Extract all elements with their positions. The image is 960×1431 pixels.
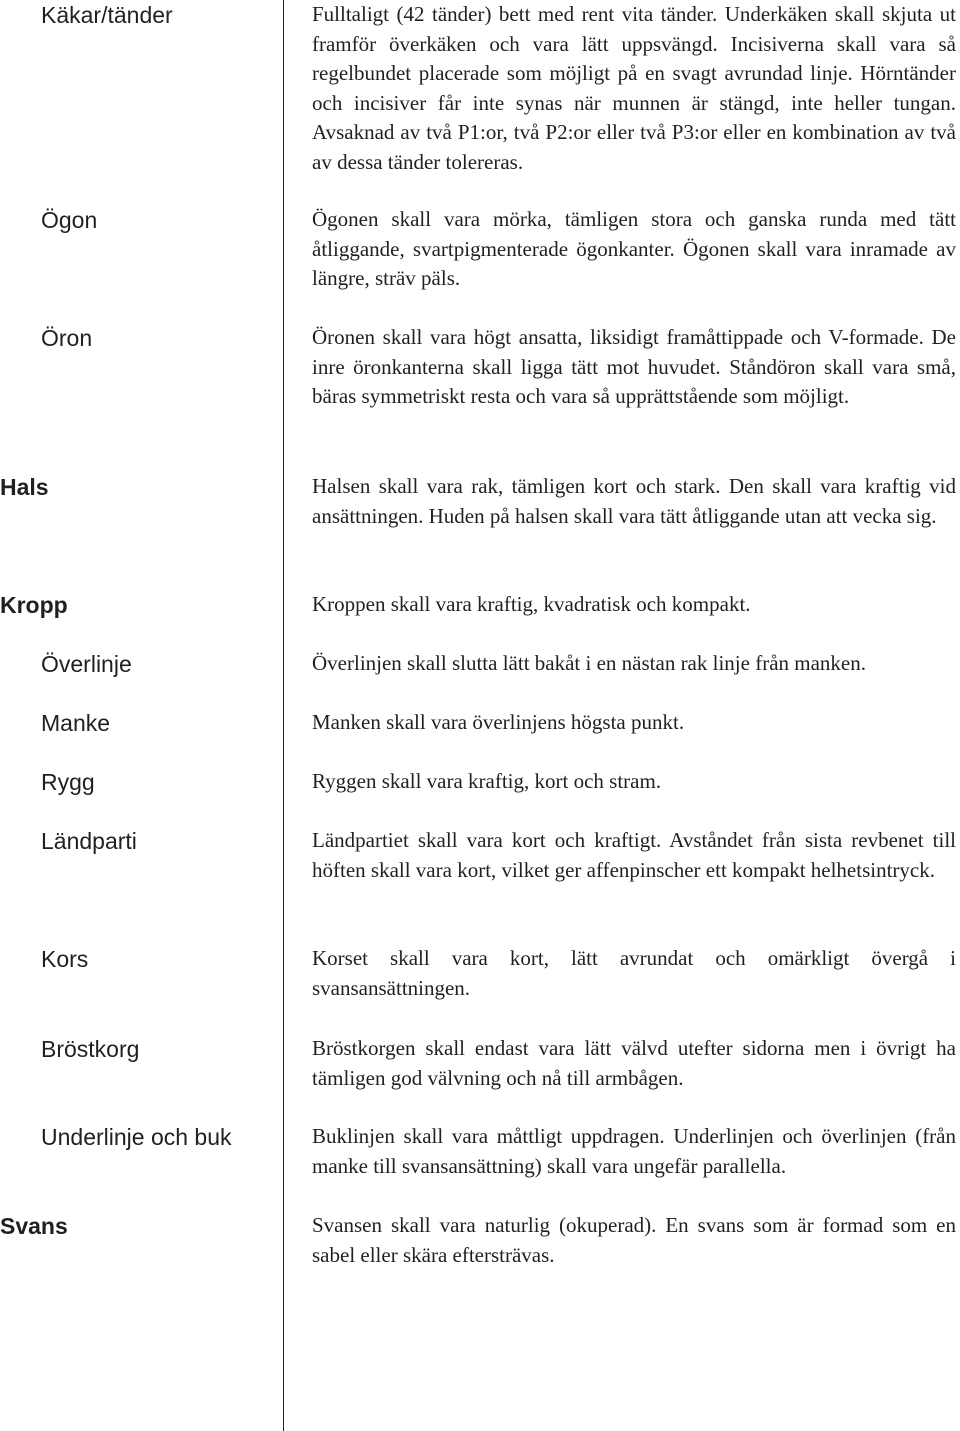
section-text: Halsen skall vara rak, tämligen kort och stark. Den skall vara kraftig vid ansättningen. Huden på halsen skall vara tätt åtliggande utan att vecka sig. [312, 474, 956, 528]
section-heading: Underlinje och buk [41, 1124, 232, 1150]
section-heading: Överlinje [41, 651, 132, 677]
section-text: Ryggen skall vara kraftig, kort och stram. [312, 769, 662, 793]
section-text: Manken skall vara överlinjens högsta punkt. [312, 710, 685, 734]
section-heading: Rygg [41, 769, 95, 795]
section-text: Överlinjen skall slutta lätt bakåt i en nästan rak linje från manken. [312, 651, 866, 675]
section-heading: Ländparti [41, 828, 137, 854]
section-heading: Käkar/tänder [41, 2, 173, 28]
section-text: Kroppen skall vara kraftig, kvadratisk och kompakt. [312, 592, 751, 616]
section-text: Bröstkorgen skall endast vara lätt välvd utefter sidorna men i övrigt ha tämligen god välvning och nå till armbågen. [312, 1036, 956, 1090]
section-heading: Kors [41, 946, 89, 972]
section-text: Svansen skall vara naturlig (okuperad). En svans som är formad som en sabel eller skära eftersträvas. [312, 1213, 956, 1267]
section-heading: Öron [41, 325, 93, 351]
column-divider [283, 0, 284, 1431]
section-text: Ögonen skall vara mörka, tämligen stora och ganska runda med tätt åtliggande, svartpigmenterade ögonkanter. Ögonen skall vara inramade av längre, sträv päls. [312, 207, 956, 291]
section-text: Ländpartiet skall vara kort och kraftigt. Avståndet från sista revbenet till höften skall vara kort, vilket ger affenpinscher ett kompakt helhetsintryck. [312, 828, 956, 882]
section-heading: Svans [0, 1213, 68, 1239]
section-heading: Kropp [0, 592, 68, 618]
section-heading: Manke [41, 710, 111, 736]
section-text: Buklinjen skall vara måttligt uppdragen. Underlinjen och överlinjen (från manke till svansansättning) skall vara ungefär parallella. [312, 1124, 956, 1178]
section-heading: Bröstkorg [41, 1036, 140, 1062]
section-text: Fulltaligt (42 tänder) bett med rent vita tänder. Underkäken skall skjuta ut framför överkäken och vara lätt uppsvängd. Incisiverna skall vara så regelbundet placerade som möjligt på en svagt avrundad linje. Hörntänder och incisiver får inte synas när munnen är stängd, inte heller tungan. Avsaknad av två P1:or, två P2:or eller två P3:or eller en kombination av två av dessa tänder tolereras. [312, 2, 956, 174]
section-heading: Ögon [41, 207, 98, 233]
section-text: Öronen skall vara högt ansatta, liksidigt framåttippade och V-formade. De inre öronkanterna skall ligga tätt mot huvudet. Ståndöron skall vara små, bäras symmetriskt resta och vara så upprättstående som möjligt. [312, 325, 956, 409]
section-heading: Hals [0, 474, 49, 500]
section-text: Korset skall vara kort, lätt avrundat och omärkligt övergå i svansansättningen. [312, 946, 956, 1000]
